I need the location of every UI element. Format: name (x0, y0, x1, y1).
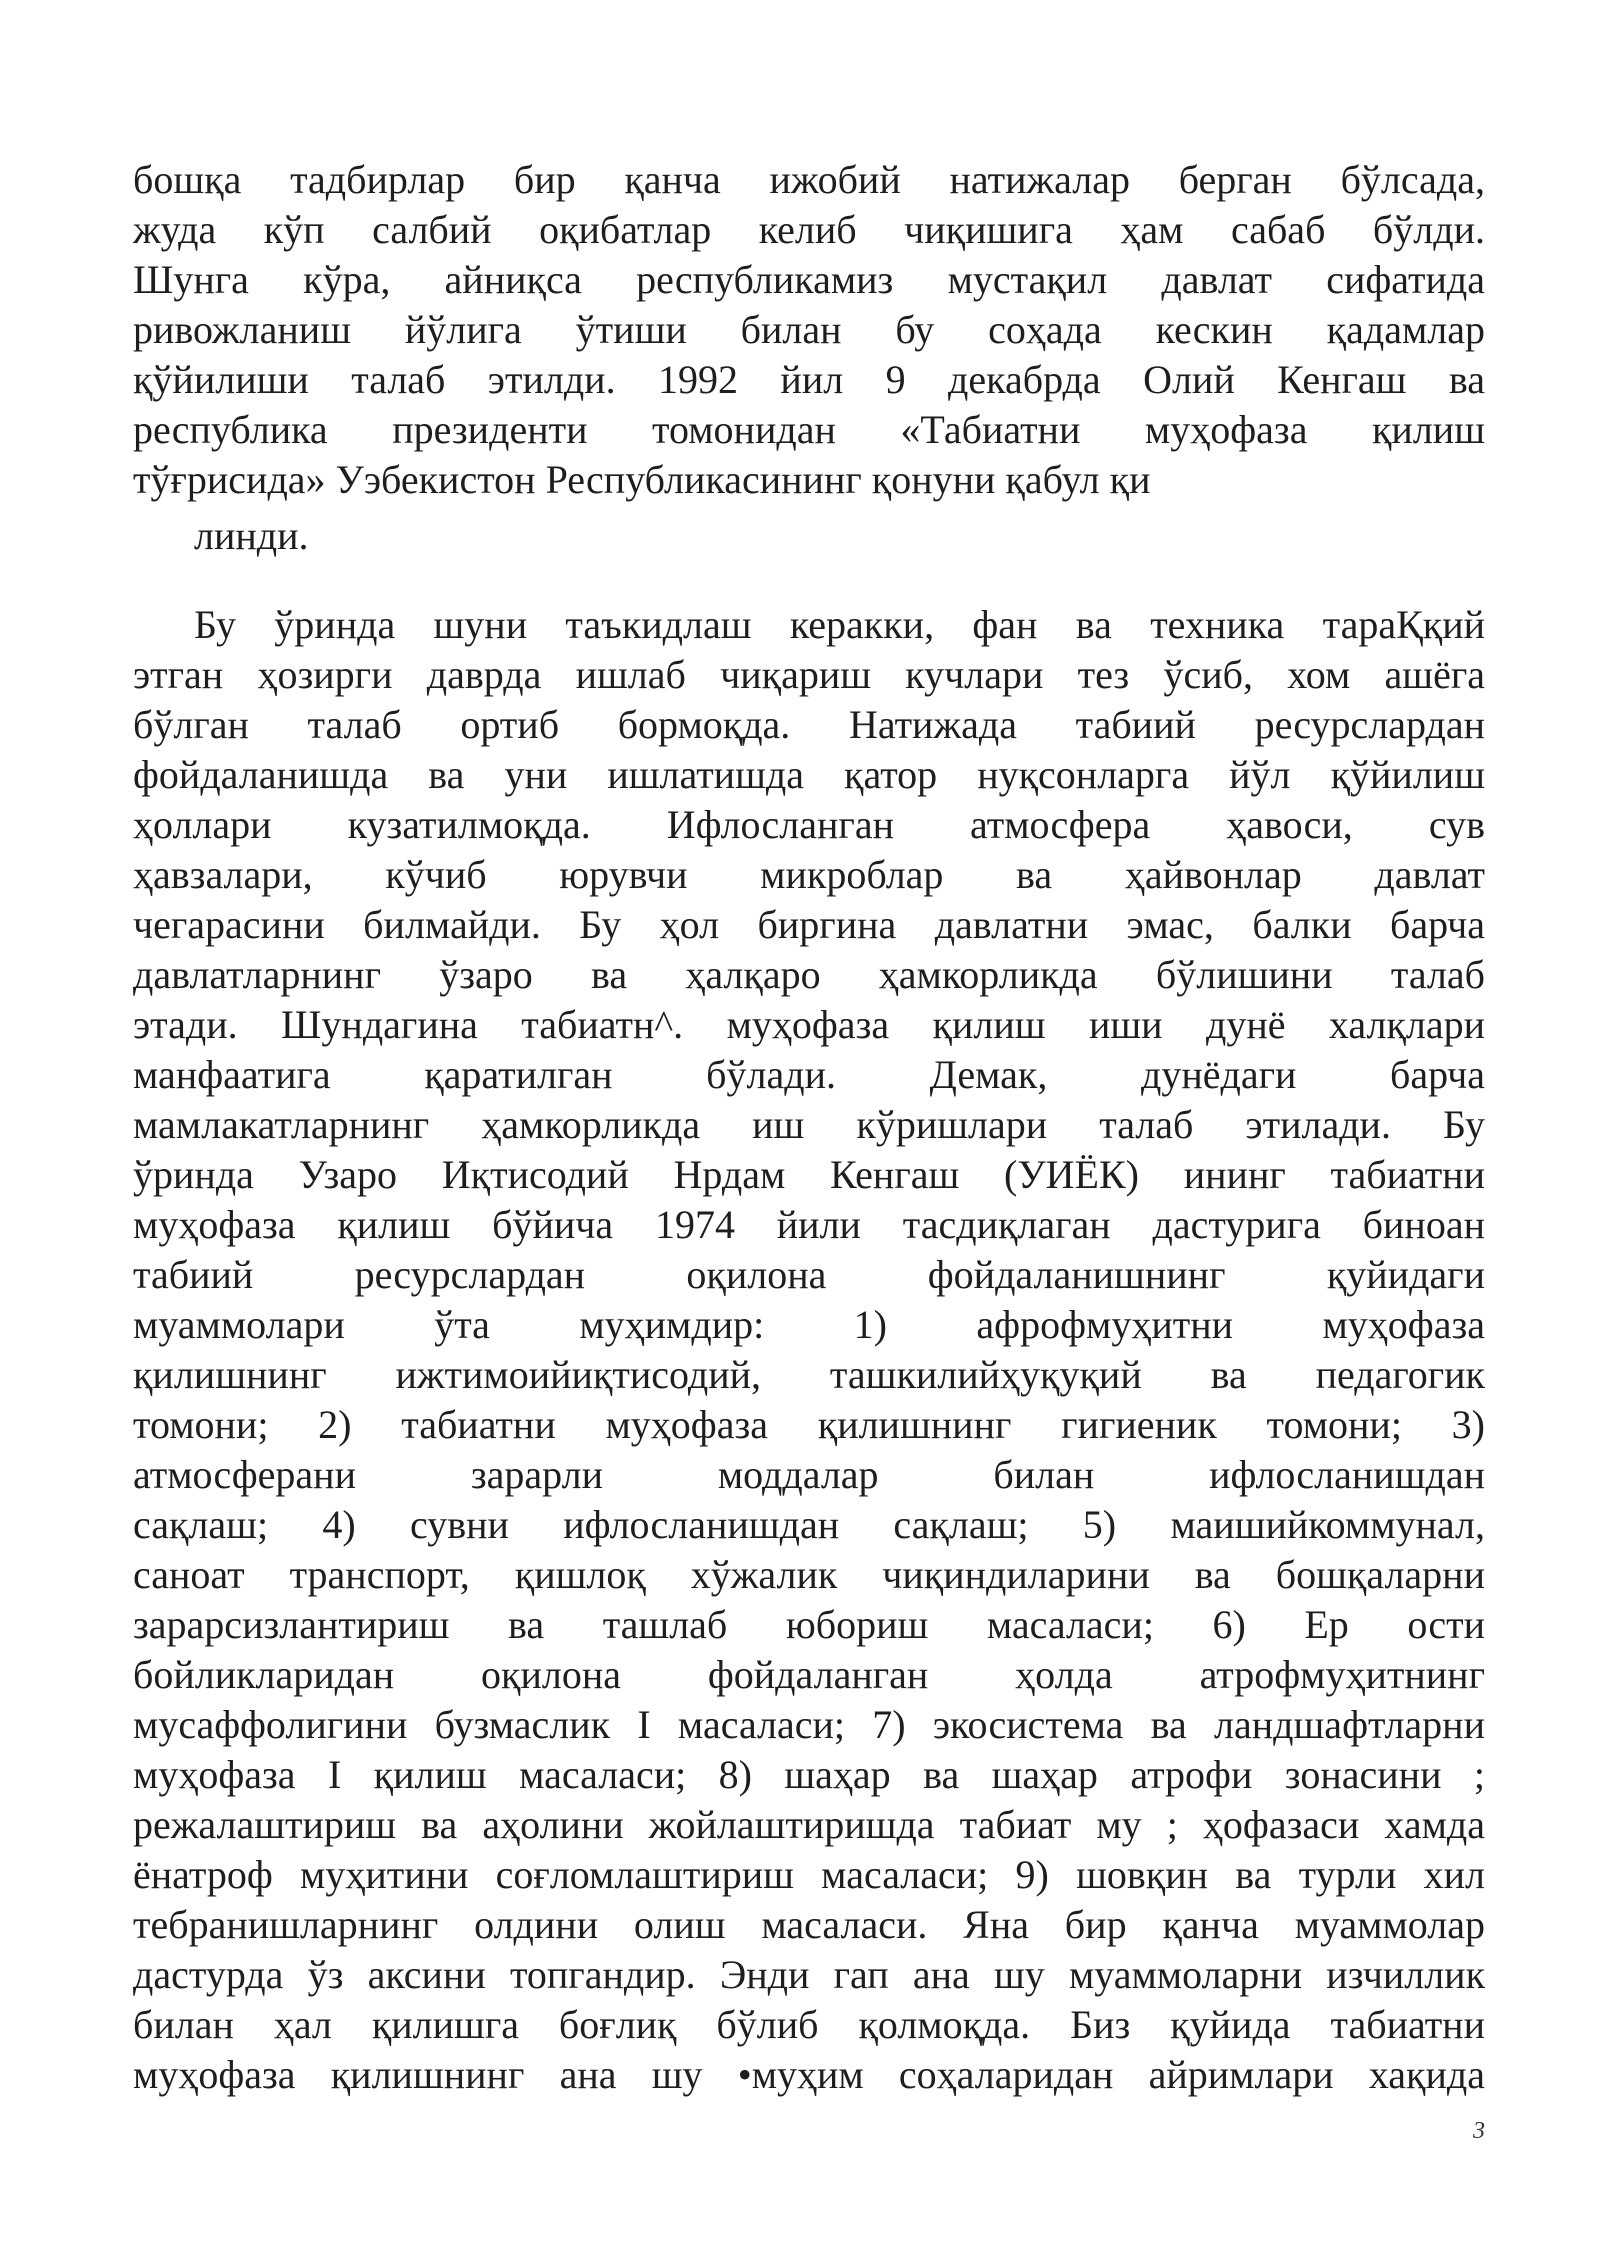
text-line-22: табиий ресурслардан оқилона фойдаланишнинг қуйидаги (133, 1252, 1485, 1297)
text-line-19: мамлакатларнинг ҳамкорликда иш кўришлари талаб этилади. Бу (133, 1102, 1485, 1147)
text-line-16: давлатларнинг ўзаро ва ҳалқаро ҳамкорликда бўлишини талаб (133, 952, 1485, 997)
text-line-30: бойликларидан оқилона фойдаланган ҳолда атрофмуҳитнинг (133, 1652, 1485, 1697)
text-line-14: ҳавзалари, кўчиб юрувчи микроблар ва ҳайвонлар давлат (133, 852, 1485, 897)
text-line-31: мусаффолигини бузмаслик I масаласи; 7) экосистема ва ландшафтларни (133, 1702, 1485, 1747)
text-line-34: ёнатроф муҳитини соғломлаштириш масаласи; 9) шовқин ва турли хил (133, 1852, 1485, 1897)
text-line-23: муаммолари ўта муҳимдир: 1) афрофмуҳитни муҳофаза (133, 1302, 1485, 1347)
text-line-4: ривожланиш йўлига ўтиши билан бу соҳада кескин қадамлар (133, 307, 1485, 352)
text-line-21: муҳофаза қилиш бўйича 1974 йили тасдиқлаган дастурига биноан (133, 1202, 1485, 1247)
text-line-3: Шунга кўра, айниқса республикамиз мустақил давлат сифатида (133, 257, 1485, 302)
text-line-15: чегарасини билмайди. Бу ҳол биргина давлатни эмас, балки барча (133, 902, 1485, 947)
text-line-27: сақлаш; 4) сувни ифлосланишдан сақлаш; 5) маишийкоммунал, (133, 1502, 1485, 1547)
text-line-26: атмосферани зарарли моддалар билан ифлосланишдан (133, 1452, 1485, 1497)
text-line-24: қилишнинг ижтимоийиқтисодий, ташкилийҳуқуқий ва педагогик (133, 1352, 1485, 1397)
text-line-20: ўринда Узаро Иқтисодий Нрдам Кенгаш (УИЁК) ининг табиатни (133, 1152, 1485, 1197)
text-line-37: билан ҳал қилишга боғлиқ бўлиб қолмоқда. Биз қуйида табиатни (133, 2002, 1485, 2047)
text-line-28: саноат транспорт, қишлоқ хўжалик чиқиндиларини ва бошқаларни (133, 1552, 1485, 1597)
text-line-12: фойдаланишда ва уни ишлатишда қатор нуқсонларга йўл қўйилиш (133, 752, 1485, 797)
text-line-36: дастурда ўз аксини топгандир. Энди гап ана шу муаммоларни изчиллик (133, 1952, 1485, 1997)
text-line-1: бошқа тадбирлар бир қанча ижобий натижалар берган бўлсада, (133, 157, 1485, 202)
text-line-2: жуда кўп салбий оқибатлар келиб чиқишига ҳам сабаб бўлди. (133, 207, 1485, 252)
text-line-10: этган ҳозирги даврда ишлаб чиқариш кучлари тез ўсиб, хом ашёга (133, 652, 1485, 697)
text-line-29: зарарсизлантириш ва ташлаб юбориш масаласи; 6) Ер ости (133, 1602, 1485, 1647)
text-line-6: республика президенти томонидан «Табиатни муҳофаза қилиш (133, 407, 1485, 452)
text-line-18: манфаатига қаратилган бўлади. Демак, дунёдаги барча (133, 1052, 1485, 1097)
page-number: 3 (1473, 2118, 1485, 2144)
text-line-25: томони; 2) табиатни муҳофаза қилишнинг гигиеник томони; 3) (133, 1402, 1485, 1447)
text-line-17: этади. Шундагина табиатн^. муҳофаза қилиш иши дунё халқлари (133, 1002, 1485, 1047)
text-line-33: режалаштириш ва аҳолини жойлаштиришда табиат му ; ҳофазаси хамда (133, 1802, 1485, 1847)
text-line-35: тебранишларнинг олдини олиш масаласи. Яна бир қанча муаммолар (133, 1902, 1485, 1947)
text-line-38: муҳофаза қилишнинг ана шу •муҳим соҳаларидан айримлари хақида (133, 2052, 1485, 2097)
text-line-13: ҳоллари кузатилмоқда. Ифлосланган атмосфера ҳавоси, сув (133, 802, 1485, 847)
text-line-5: қўйилиши талаб этилди. 1992 йил 9 декабрда Олий Кенгаш ва (133, 357, 1485, 402)
text-line-8: линди. (194, 513, 309, 558)
text-line-7: тўғрисида» Уэбекистон Республикасининг қонуни қабул қи (133, 457, 1151, 502)
paragraph-2-first-line: Бу ўринда шуни таъкидлаш керакки, фан ва техника тараҚқий (194, 602, 1485, 647)
text-line-11: бўлган талаб ортиб бормоқда. Натижада табиий ресурслардан (133, 702, 1485, 747)
text-line-32: муҳофаза I қилиш масаласи; 8) шаҳар ва шаҳар атрофи зонасини ; (133, 1752, 1485, 1797)
